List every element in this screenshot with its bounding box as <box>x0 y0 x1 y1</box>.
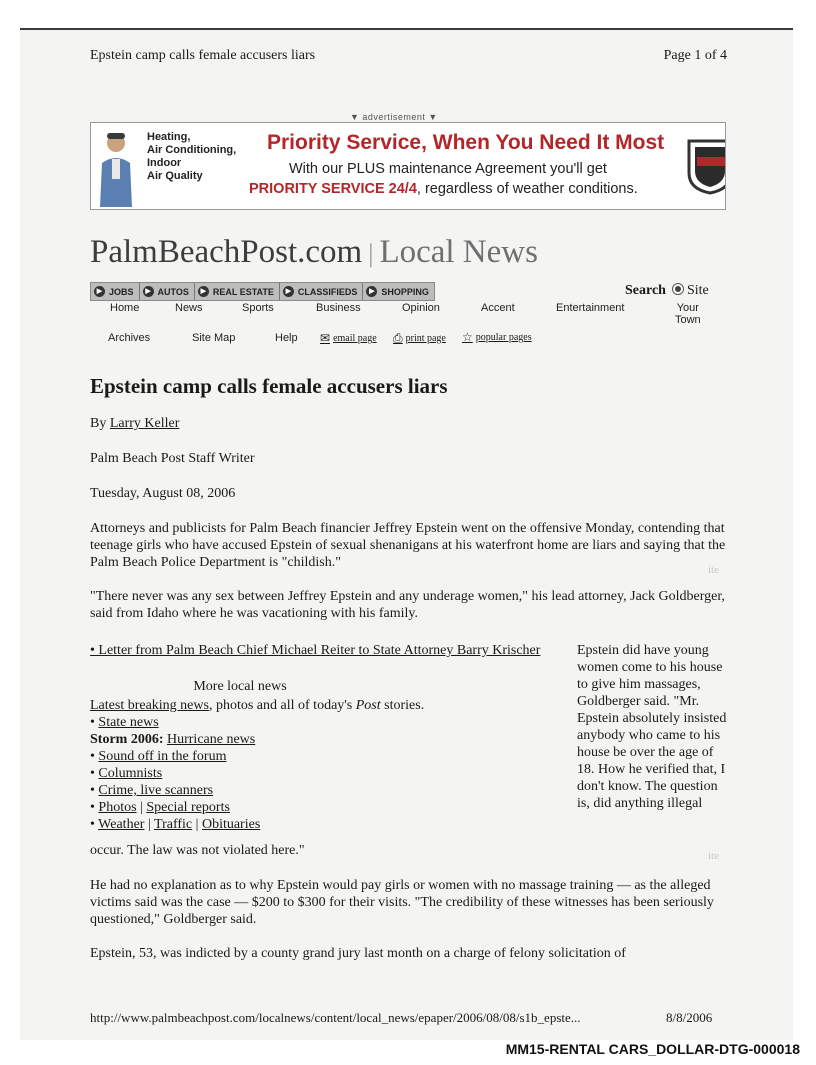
article-headline: Epstein camp calls female accusers liars <box>90 374 448 398</box>
nav-sports[interactable]: Sports <box>242 302 274 314</box>
state-news-link[interactable]: State news <box>98 715 159 730</box>
envelope-icon: ✉ <box>320 331 331 345</box>
search-label: Search <box>625 283 666 298</box>
letter-link[interactable]: • Letter from Palm Beach Chief Michael Reiter to State Attorney Barry Krischer <box>90 643 541 658</box>
bleed-through-text: ite <box>708 850 719 862</box>
nav-help[interactable]: Help <box>275 332 298 344</box>
print-header-page-number: Page 1 of 4 <box>663 48 727 63</box>
search-scope: Search Site <box>625 283 709 298</box>
article-paragraph-2: "There never was any sex between Jeffrey Epstein and any underage women," his lead attorney, Jack Goldberger, said from Idaho where he was vacationing with his family. <box>90 589 725 621</box>
bates-number: MM15-RENTAL CARS_DOLLAR-DTG-000018 <box>505 1041 800 1057</box>
crime-scanners-link[interactable]: Crime, live scanners <box>98 783 214 798</box>
print-header-title: Epstein camp calls female accusers liars <box>90 48 316 63</box>
byline: By Larry Keller <box>90 416 180 431</box>
technician-photo <box>95 129 137 207</box>
nav-your-town[interactable]: Your Town <box>675 302 701 326</box>
arrow-icon: ▶ <box>143 286 154 297</box>
article-paragraph-5: Epstein, 53, was indicted by a county grand jury last month on a charge of felony solicitation of <box>90 946 626 961</box>
article-date: Tuesday, August 08, 2006 <box>90 486 236 501</box>
nav-home[interactable]: Home <box>110 302 140 314</box>
more-local-news-heading: More local news <box>193 679 287 694</box>
nav-opinion[interactable]: Opinion <box>402 302 440 314</box>
nav-site-map[interactable]: Site Map <box>192 332 236 344</box>
traffic-link[interactable]: Traffic <box>154 817 193 832</box>
ad-banner[interactable] <box>90 122 726 210</box>
author-role: Palm Beach Post Staff Writer <box>90 451 255 466</box>
nav-archives[interactable]: Archives <box>108 332 151 344</box>
tab-shopping[interactable]: ▶ SHOPPING <box>363 283 434 300</box>
tab-classifieds[interactable]: ▶ CLASSIFIEDS <box>280 283 364 300</box>
site-radio-button[interactable] <box>672 283 684 295</box>
weather-link[interactable]: Weather <box>98 817 145 832</box>
tab-real-estate[interactable]: ▶ REAL ESTATE <box>195 283 280 300</box>
printer-icon: ⎙ <box>393 331 403 345</box>
ad-subline: With our PLUS maintenance Agreement you'll get <box>289 161 607 177</box>
arrow-icon: ▶ <box>283 286 294 297</box>
article-paragraph-3-continued: occur. The law was not violated here." <box>90 843 305 858</box>
nav-entertainment[interactable]: Entertainment <box>556 302 625 314</box>
article-paragraph-4: He had no explanation as to why Epstein would pay girls or women with no massage training — as the alleged victims said was the case — $200 to $300 for their visits. "The credibility of these witnesses has been seriously questioned," Goldberger said. <box>90 878 714 927</box>
article-paragraph-1: Attorneys and publicists for Palm Beach financier Jeffrey Epstein went on the offensive Monday, contending that teenage girls who have accused Epstein of sexual shenanigans at his waterfront home are liars and saying that the Palm Beach Police Department is "childish." <box>90 521 726 570</box>
nav-accent[interactable]: Accent <box>481 302 515 314</box>
ad-headline: Priority Service, When You Need It Most <box>267 131 665 154</box>
classified-tabs <box>90 282 435 301</box>
latest-news-link[interactable]: Latest breaking news <box>90 698 209 713</box>
site-masthead[interactable]: PalmBeachPost.com | Local News <box>90 234 538 270</box>
scanned-page <box>20 28 793 1040</box>
arrow-icon: ▶ <box>366 286 377 297</box>
ad-services-list: Heating, Air Conditioning, Indoor Air Quality <box>147 131 237 182</box>
tab-jobs[interactable]: ▶ JOBS <box>91 283 140 300</box>
forum-link[interactable]: Sound off in the forum <box>98 749 227 764</box>
special-reports-link[interactable]: Special reports <box>146 800 230 815</box>
columnists-link[interactable]: Columnists <box>98 766 163 781</box>
nav-business[interactable]: Business <box>316 302 361 314</box>
popular-pages-link[interactable]: ☆ popular pages <box>462 330 532 344</box>
arrow-icon: ▶ <box>198 286 209 297</box>
arrow-icon: ▶ <box>94 286 105 297</box>
advertisement-label: ▼ advertisement ▼ <box>350 112 438 122</box>
author-link[interactable]: Larry Keller <box>109 416 180 431</box>
nav-news[interactable]: News <box>175 302 203 314</box>
print-footer-date: 8/8/2006 <box>666 1010 713 1025</box>
obituaries-link[interactable]: Obituaries <box>201 817 261 832</box>
star-icon: ☆ <box>462 330 473 344</box>
email-page-link[interactable]: ✉ email page <box>320 331 377 345</box>
hurricane-news-link[interactable]: Hurricane news <box>167 732 256 747</box>
article-wrap-column: Epstein did have young women come to his house to give him massages, Goldberger said. "Mr. Epstein absolutely insisted anybody who came to his house be over the age of 18. How he verified that, I don't know. The question is, did anything illegal <box>577 643 727 811</box>
print-footer-url: http://www.palmbeachpost.com/localnews/content/local_news/epaper/2006/08/08/s1b_epste... <box>90 1010 581 1025</box>
latest-news-line: Latest breaking news, photos and all of today's Post stories. <box>90 698 425 713</box>
photos-link[interactable]: Photos <box>98 800 137 815</box>
ad-logo-badge-icon <box>679 133 726 195</box>
ad-subline-priority: PRIORITY SERVICE 24/4, regardless of weather conditions. <box>249 181 638 197</box>
print-page-link[interactable]: ⎙ print page <box>393 331 446 345</box>
more-local-news-box: More local news Latest breaking news, photos and all of today's Post stories. • State news Storm 2006: Hurricane news • Sound off in the forum • Columnists • Crime, live scanners • Photos | Special reports • Weather | Traffic | Obituaries <box>90 678 530 833</box>
bleed-through-text: ite <box>708 564 719 576</box>
tab-autos[interactable]: ▶ AUTOS <box>140 283 195 300</box>
